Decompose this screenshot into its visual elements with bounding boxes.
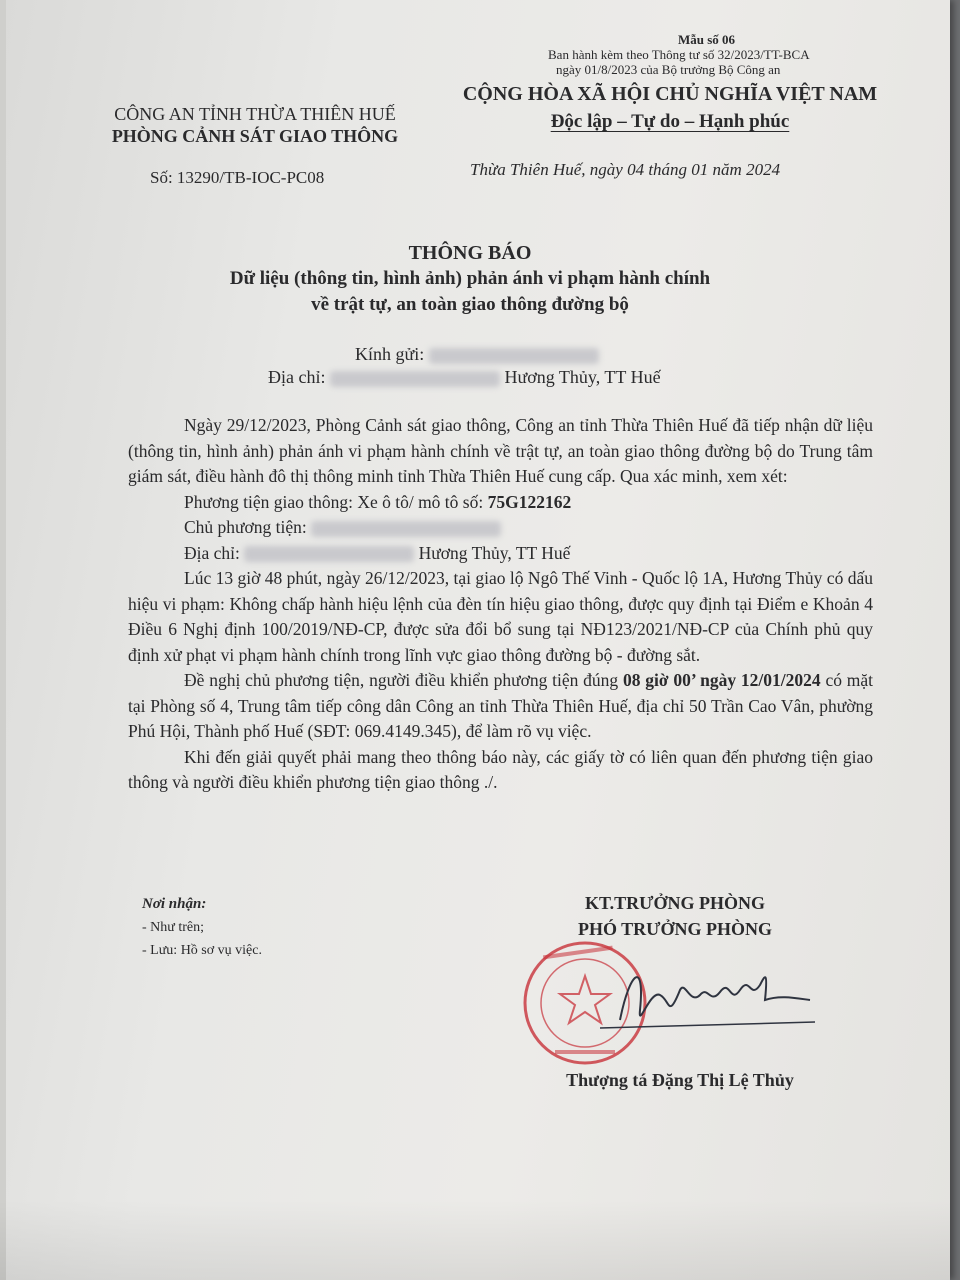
redacted-owner-address xyxy=(244,546,414,562)
request-text-a: Đề nghị chủ phương tiện, người điều khiển phương tiện đúng xyxy=(184,670,619,690)
owner-address-line xyxy=(128,541,873,567)
paragraph-violation: Lúc 13 giờ 48 phút, ngày 26/12/2023, tại giao lộ Ngô Thế Vinh - Quốc lộ 1A, Hương Thủy có dấu hiệu vi phạm: Không chấp hành hiệu lệnh của đèn tín hiệu giao thông, được quy định tại Điểm e Khoản 4 Điều 6 Nghị định 100/2019/NĐ-CP, được sửa đổi bổ sung tại NĐ123/2021/NĐ-CP của Chính phủ quy định xử phạt vi phạm hành chính trong lĩnh vực giao thông đường bộ - đường sắt. xyxy=(128,568,873,665)
title-main: THÔNG BÁO xyxy=(408,242,532,264)
paragraph-final: Khi đến giải quyết phải mang theo thông báo này, các giấy tờ có liên quan đến phương tiện giao thông và người điều khiển phương tiện giao thông ./. xyxy=(128,746,873,792)
agency-name: PHÒNG CẢNH SÁT GIAO THÔNG xyxy=(111,126,399,146)
signature-title2: PHÓ TRƯỞNG PHÒNG xyxy=(577,919,772,939)
redacted-address xyxy=(330,371,500,387)
recipients-item: - Như trên; xyxy=(142,920,205,935)
signer-name: Thượng tá Đặng Thị Lệ Thủy xyxy=(566,1070,794,1090)
signature-block xyxy=(520,890,830,942)
form-code: Mẫu số 06 xyxy=(678,32,736,47)
redacted-owner xyxy=(311,521,501,537)
recipients-list xyxy=(142,893,262,962)
title-sub1: Dữ liệu (thông tin, hình ảnh) phản ánh vi phạm hành chính xyxy=(229,268,711,289)
recipient-label: Kính gửi: xyxy=(355,344,425,364)
vehicle-plate: 75G122162 xyxy=(487,491,572,512)
document-title xyxy=(140,240,800,318)
agency-header xyxy=(60,103,450,147)
address-tail: Hương Thủy, TT Huế xyxy=(504,367,661,387)
form-ref-line2: ngày 01/8/2023 của Bộ trưởng Bộ Công an xyxy=(556,62,781,77)
nation-motto: Độc lập – Tự do – Hạnh phúc xyxy=(550,111,790,132)
vehicle-line xyxy=(128,490,873,516)
signature-title1: KT.TRƯỞNG PHÒNG xyxy=(585,893,765,913)
recipients-item: - Lưu: Hồ sơ vụ việc. xyxy=(142,943,262,958)
page-shadow xyxy=(0,1200,950,1280)
document-number: Số: 13290/TB-IOC-PC08 xyxy=(150,168,325,187)
owner-address-tail: Hương Thủy, TT Huế xyxy=(418,542,571,563)
recipient-line xyxy=(355,344,599,365)
title-sub2: về trật tự, an toàn giao thông đường bộ xyxy=(311,294,629,315)
vehicle-label: Phương tiện giao thông: Xe ô tô/ mô tô số: xyxy=(184,491,484,512)
recipient-address xyxy=(268,367,661,388)
form-ref-line1: Ban hành kèm theo Thông tư số 32/2023/TT-BCA xyxy=(548,47,810,62)
handwritten-signature-icon xyxy=(590,950,820,1040)
recipients-heading: Nơi nhận: xyxy=(142,896,207,912)
body-content xyxy=(128,413,873,796)
place-date: Thừa Thiên Huế, ngày 04 tháng 01 năm 2024 xyxy=(470,160,781,179)
paper-edge xyxy=(0,0,6,1280)
owner-address-label: Địa chỉ: xyxy=(184,542,240,563)
paragraph-request xyxy=(128,668,873,745)
paragraph-receipt: Ngày 29/12/2023, Phòng Cảnh sát giao thông, Công an tỉnh Thừa Thiên Huế đã tiếp nhận dữ liệu (thông tin, hình ảnh) phản ánh vi phạm hành chính về trật tự, an toàn giao thông đường bộ do Trung tâm giám sát, điều hành đô thị thông minh tỉnh Thừa Thiên Huế cung cấp. Qua xác minh, xem xét: xyxy=(128,415,873,486)
agency-parent: CÔNG AN TỈNH THỪA THIÊN HUẾ xyxy=(114,104,396,124)
form-reference xyxy=(548,32,810,77)
request-time: 08 giờ 00’ ngày 12/01/2024 xyxy=(622,670,821,690)
nation-name: CỘNG HÒA XÃ HỘI CHỦ NGHĨA VIỆT NAM xyxy=(462,83,878,105)
nation-header xyxy=(440,80,900,136)
owner-line xyxy=(128,515,873,541)
address-label: Địa chỉ: xyxy=(268,367,326,387)
owner-label: Chủ phương tiện: xyxy=(184,517,307,537)
redacted-name xyxy=(429,348,599,364)
request-text-b: có mặt tại Phòng số 4, Trung tâm tiếp công dân Công an tỉnh Thừa Thiên Huế, địa chỉ 50 Trần Cao Vân, phường Phú Hội, Thành phố Huế (SĐT: 069.4149.345), để làm rõ vụ việc. xyxy=(128,670,874,741)
